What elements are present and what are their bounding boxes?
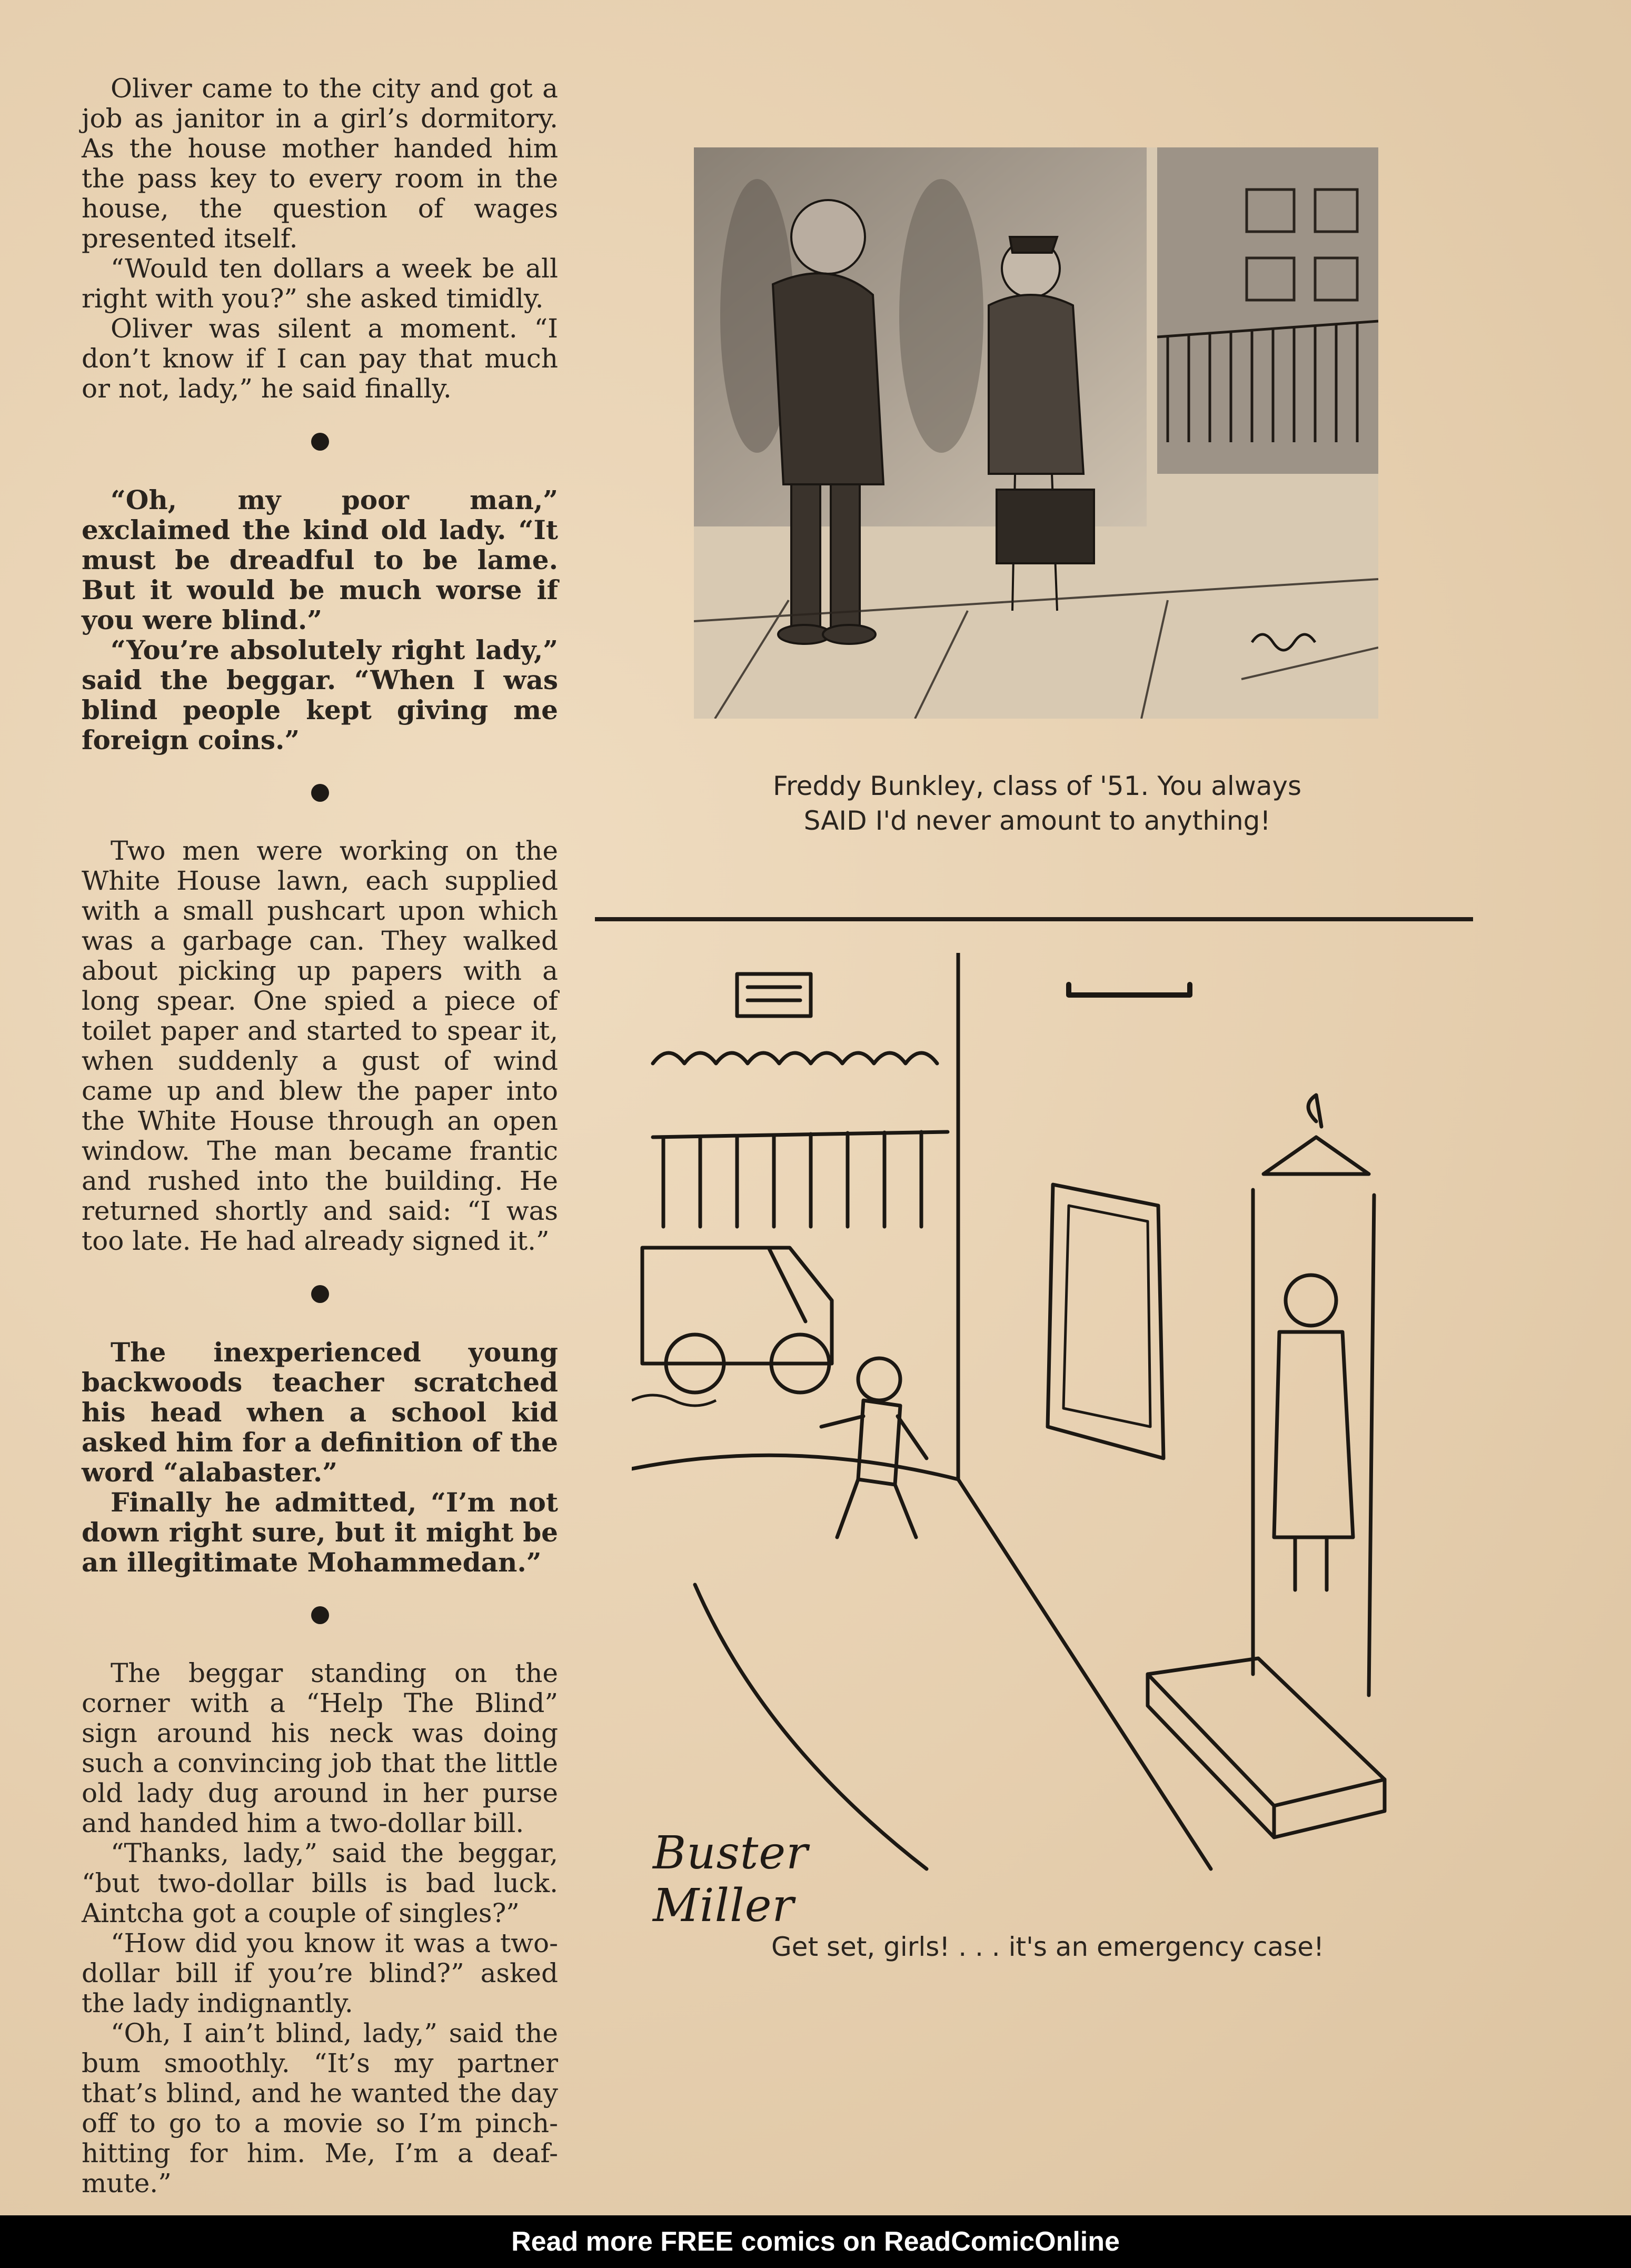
joke-white-house <box>82 836 558 1256</box>
bottom-cartoon-caption: Get set, girls! . . . it's an emergency case! <box>771 1932 1325 1962</box>
joke-paragraph: Oliver came to the city and got a job as janitor in a girl’s dormitory. As the house mother handed him the pass key to every room in the house, the question of wages presented itself. <box>82 73 558 254</box>
separator-dot <box>311 1285 329 1303</box>
joke-paragraph: “Thanks, lady,” said the beggar, “but two-dollar bills is bad luck. Aintcha got a couple of singles?” <box>82 1838 558 1928</box>
separator-dot <box>311 1606 329 1624</box>
cartoon-street-meeting <box>694 147 1378 719</box>
joke-paragraph: Two men were working on the White House lawn, each supplied with a small pushcart upon which was a garbage can. They walked about picking up papers with a long spear. One spied a piece of toilet paper and started to spear it, when suddenly a gust of wind came up and blew the paper into the White House through an open window. The man became frantic and rushed into the building. He returned shortly and said: “I was too late. He had already signed it.” <box>82 835 558 1256</box>
joke-paragraph: “You’re absolutely right lady,” said the beggar. “When I was blind people kept giving me foreign coins.” <box>82 634 558 755</box>
joke-paragraph: Finally he admitted, “I’m not down right sure, but it might be an illegitimate Mohammedan.” <box>82 1487 558 1578</box>
caption-line: Freddy Bunkley, class of '51. You always <box>772 771 1301 801</box>
caption-line: SAID I'd never amount to anything! <box>803 805 1271 836</box>
joke-paragraph: “Would ten dollars a week be all right with you?” she asked timidly. <box>82 253 558 314</box>
joke-paragraph: “How did you know it was a two-dollar bill if you’re blind?” asked the lady indignantly. <box>82 1928 558 2018</box>
joke-paragraph: The inexperienced young backwoods teacher scratched his head when a school kid asked him for a definition of the word “alabaster.” <box>82 1337 558 1488</box>
artist-signature: Buster Miller <box>653 1827 809 1932</box>
joke-lame-beggar <box>82 485 558 755</box>
joke-paragraph: The beggar standing on the corner with a “Help The Blind” sign around his neck was doing such a convincing job that the little old lady dug around in her purse and handed him a two-dollar bill. <box>82 1658 558 1838</box>
top-cartoon-caption <box>684 769 1390 838</box>
joke-paragraph: “Oh, I ain’t blind, lady,” said the bum smoothly. “It’s my partner that’s blind, and he wanted the day off to go to a movie so I’m pinch-hitting for him. Me, I’m a deaf-mute.” <box>82 2018 558 2199</box>
cartoon-emergency-case <box>632 953 1464 1932</box>
joke-alabaster <box>82 1337 558 1577</box>
joke-blind-beggar <box>82 1658 558 2199</box>
separator-dot <box>311 433 329 451</box>
separator-dot <box>311 784 329 802</box>
section-divider <box>595 917 1473 921</box>
joke-janitor <box>82 74 558 404</box>
footer-banner[interactable]: Read more FREE comics on ReadComicOnline <box>0 2215 1631 2268</box>
jokes-column <box>82 74 558 2199</box>
joke-paragraph: Oliver was silent a moment. “I don’t know if I can pay that much or not, lady,” he said finally. <box>82 313 558 404</box>
joke-paragraph: “Oh, my poor man,” exclaimed the kind old lady. “It must be dreadful to be lame. But it would be much worse if you were blind.” <box>82 484 558 635</box>
